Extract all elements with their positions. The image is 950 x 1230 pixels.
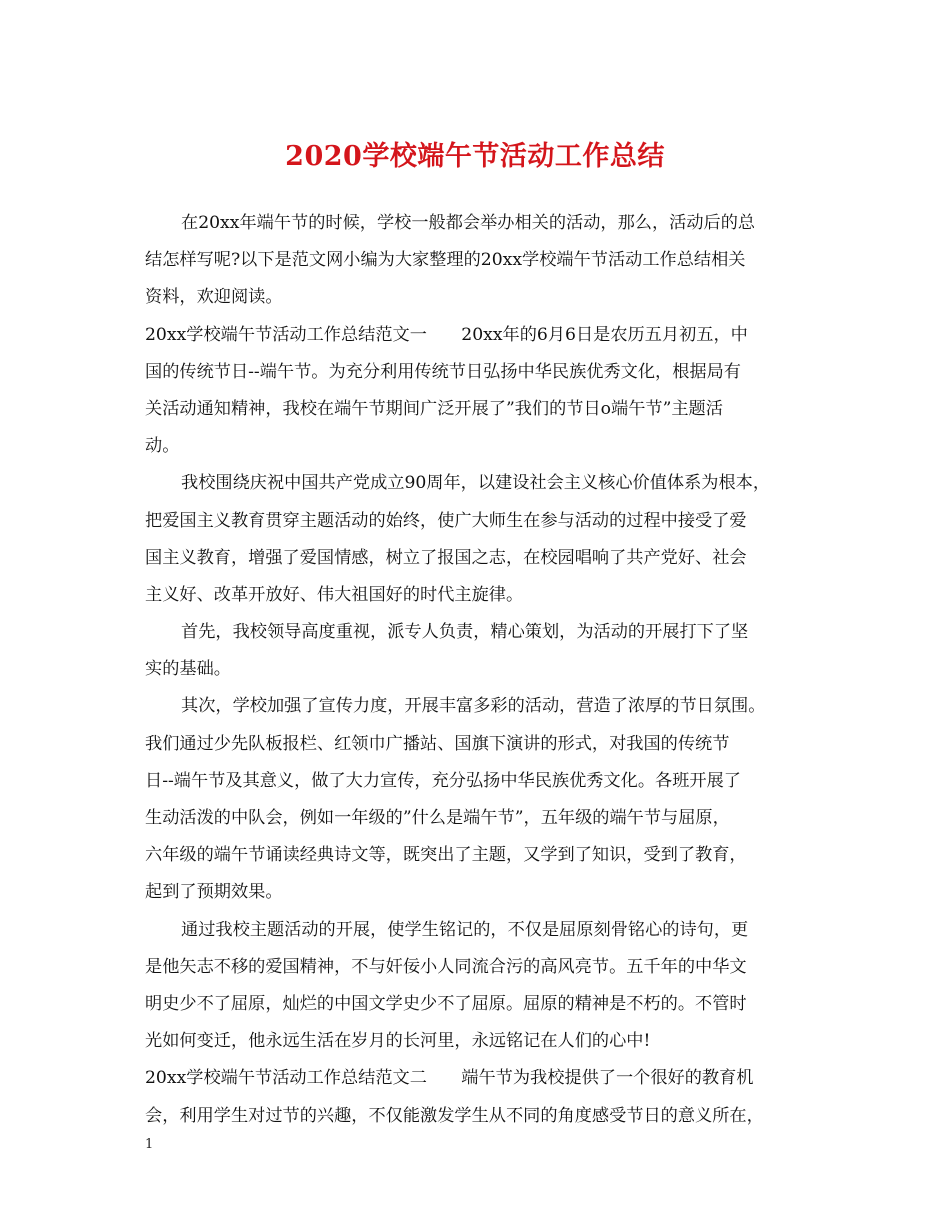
text-line: 光如何变迁，他永远生活在岁月的长河里，永远铭记在人们的心中! (145, 1031, 651, 1052)
text-line: 动。 (145, 436, 180, 457)
text-line: 首先，我校领导高度重视，派专人负责，精心策划，为活动的开展打下了坚 (181, 622, 749, 643)
text-line: 会，利用学生对过节的兴趣，不仅能激发学生从不同的角度感受节日的意义所在， (145, 1105, 764, 1126)
page-number: 1 (145, 1137, 154, 1152)
text-line: 是他矢志不移的爱国精神，不与奸佞小人同流合污的高风亮节。五千年的中华文 (145, 956, 747, 977)
text-line: 主义好、改革开放好、伟大祖国好的时代主旋律。 (145, 584, 524, 605)
text-line: 生动活泼的中队会，例如一年级的”什么是端午节”，五年级的端午节与屈原， (145, 808, 730, 828)
text-line: 起到了预期效果。 (145, 882, 283, 903)
text-line: 关活动通知精神，我校在端午节期间广泛开展了”我们的节日o端午节”主题活 (145, 398, 723, 419)
text-line: 明史少不了屈原，灿烂的中国文学史少不了屈原。屈原的精神是不朽的。不管时 (145, 993, 747, 1014)
text-line: 日--端午节及其意义，做了大力宣传，充分弘扬中华民族优秀文化。各班开展了 (145, 770, 741, 791)
text-line: 资料，欢迎阅读。 (145, 287, 283, 308)
text-line: 把爱国主义教育贯穿主题活动的始终，使广大师生在参与活动的过程中接受了爱 (145, 510, 747, 531)
text-line: 我校围绕庆祝中国共产党成立90周年，以建设社会主义核心价值体系为根本， (181, 473, 771, 494)
text-line: 国的传统节日--端午节。为充分利用传统节日弘扬中华民族优秀文化，根据局有 (145, 361, 741, 382)
text-line: 在20xx年端午节的时候，学校一般都会举办相关的活动，那么，活动后的总 (181, 213, 756, 233)
text-line: 其次，学校加强了宣传力度，开展丰富多彩的活动，营造了浓厚的节日氛围。 (181, 696, 766, 717)
text-line: 20xx学校端午节活动工作总结范文一 20xx年的6月6日是农历五月初五，中 (145, 324, 748, 345)
text-line: 实的基础。 (145, 659, 231, 680)
text-line: 我们通过少先队板报栏、红领巾广播站、国旗下演讲的形式，对我国的传统节 (145, 733, 730, 754)
document-title: 2020学校端午节活动工作总结 (285, 141, 665, 172)
text-line: 结怎样写呢?以下是范文网小编为大家整理的20xx学校端午节活动工作总结相关 (145, 250, 746, 271)
text-line: 国主义教育，增强了爱国情感，树立了报国之志，在校园唱响了共产党好、社会 (145, 547, 747, 568)
text-line: 六年级的端午节诵读经典诗文等，既突出了主题，又学到了知识，受到了教育， (145, 845, 747, 866)
document-body (145, 205, 810, 1135)
text-line: 20xx学校端午节活动工作总结范文二 端午节为我校提供了一个很好的教育机 (145, 1068, 754, 1089)
text-line: 通过我校主题活动的开展，使学生铭记的，不仅是屈原刻骨铭心的诗句，更 (181, 919, 749, 940)
